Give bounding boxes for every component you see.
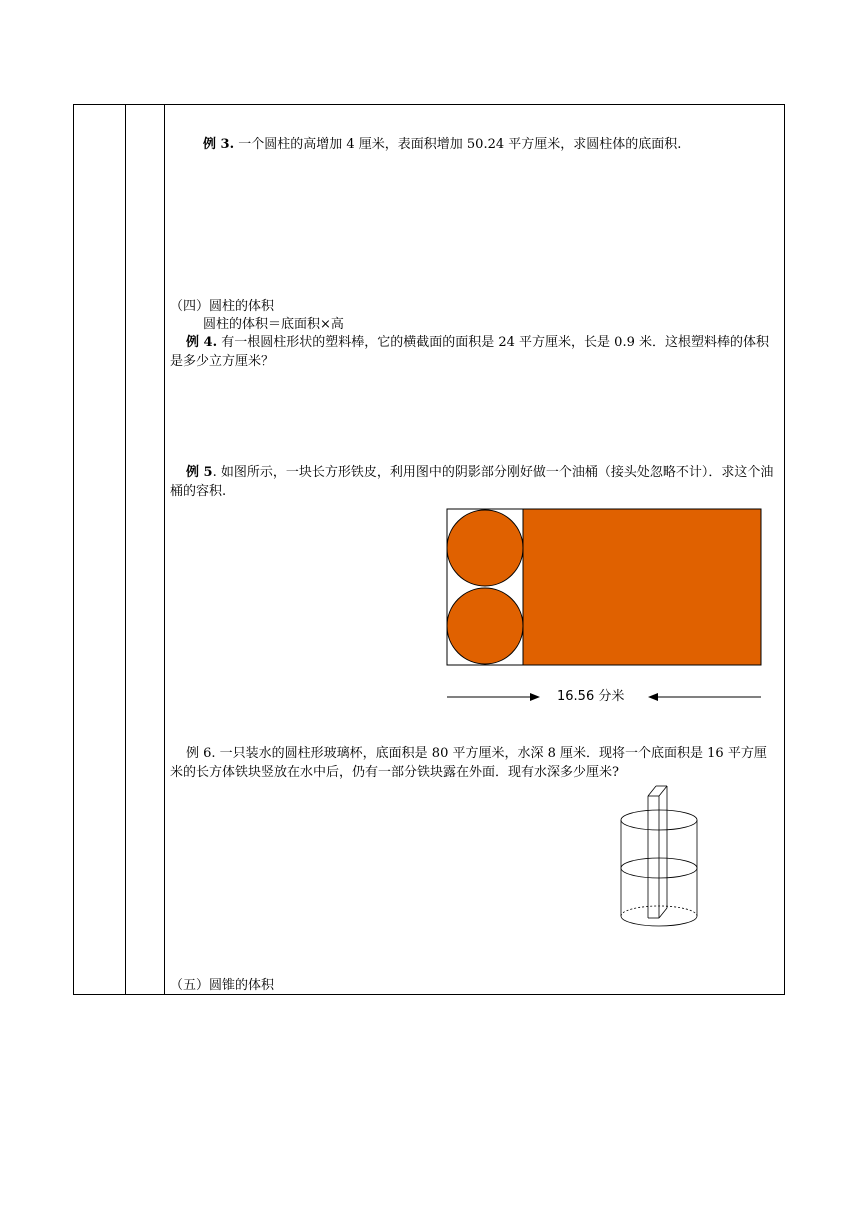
example-4-text: 有一根圆柱形状的塑料棒，它的横截面的面积是 24 平方厘米，长是 0.9 米．这根塑料棒的体积是多少立方厘米？	[170, 335, 769, 369]
example-6: 例 6. 一只装水的圆柱形玻璃杯，底面积是 80 平方厘米，水深 8 厘米．现将一个底面积是 16 平方厘米的长方体铁块竖放在水中后，仍有一部分铁块露在外面．现有水深多少厘米?	[170, 746, 767, 780]
section-4-heading: （四）圆柱的体积	[170, 299, 275, 314]
dimension-label: 16.56 分米	[557, 689, 625, 704]
section-5-heading: （五）圆锥的体积	[170, 978, 275, 993]
example-5-label: 例 5	[186, 465, 213, 480]
example-5-text: . 如图所示，一块长方形铁皮，利用图中的阴影部分刚好做一个油桶（接头处忽略不计）．求这个油桶的容积.	[170, 465, 774, 499]
example-4-label: 例 4.	[186, 335, 218, 350]
section-4-formula: 圆柱的体积＝底面积×高	[203, 317, 344, 332]
block-top-right-depth	[659, 786, 667, 796]
example-3-text: 一个圆柱的高增加 4 厘米，表面积增加 50.24 平方厘米，求圆柱体的底面积.	[234, 137, 682, 152]
block-top-left-depth	[648, 786, 656, 796]
block-bottom-depth	[659, 908, 667, 918]
example-3-label: 例 3.	[203, 137, 235, 152]
